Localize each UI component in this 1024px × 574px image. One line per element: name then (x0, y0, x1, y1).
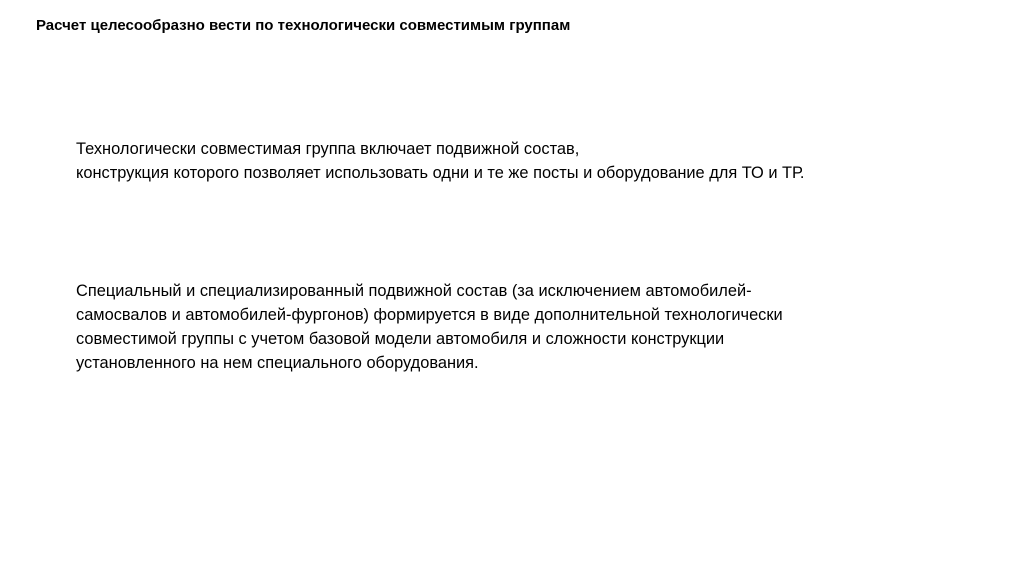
paragraph-line: совместимой группы с учетом базовой модели автомобиля и сложности конструкции (76, 330, 725, 348)
paragraph-special-vehicles (76, 279, 783, 375)
paragraph-definition (76, 137, 804, 185)
paragraph-line: конструкция которого позволяет использовать одни и те же посты и оборудование для ТО и ТР. (76, 164, 805, 182)
paragraph-line: установленного на нем специального оборудования. (76, 354, 479, 372)
slide-title: Расчет целесообразно вести по технологически совместимым группам (36, 17, 571, 34)
paragraph-line: Специальный и специализированный подвижной состав (за исключением автомобилей- (76, 282, 752, 300)
paragraph-line: самосвалов и автомобилей-фургонов) формируется в виде дополнительной технологически (76, 306, 783, 324)
paragraph-line: Технологически совместимая группа включает подвижной состав, (76, 140, 580, 158)
